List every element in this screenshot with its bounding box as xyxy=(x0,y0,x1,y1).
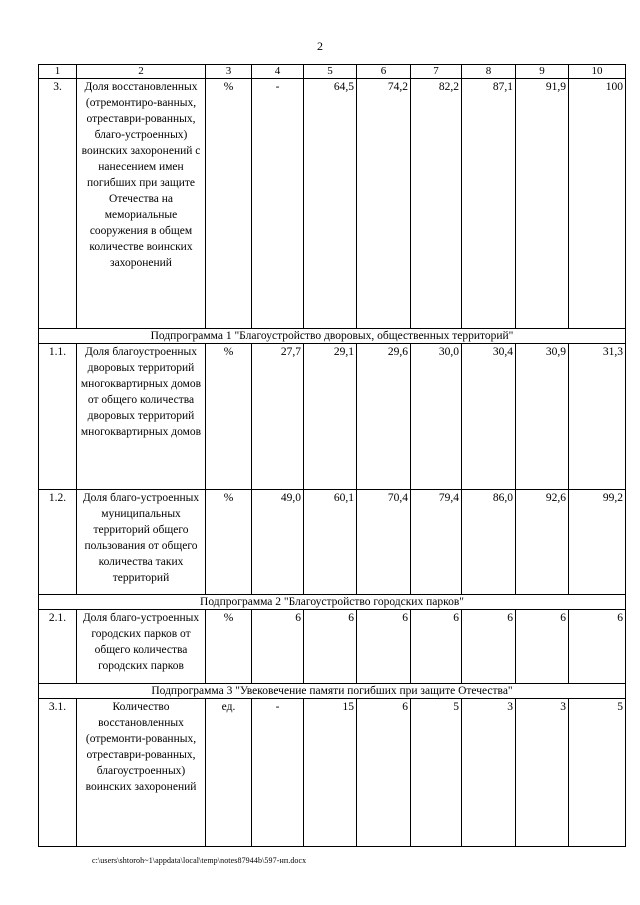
value-cell: 3 xyxy=(462,699,516,847)
file-path-footer: c:\users\shtoroh~1\appdata\local\temp\notes87944b\597-нп.docx xyxy=(92,856,307,865)
value-cell: 6 xyxy=(252,610,304,684)
value-cell: 91,9 xyxy=(516,79,569,329)
value-cell: 74,2 xyxy=(357,79,411,329)
table-row xyxy=(39,490,626,595)
header-cell: 5 xyxy=(304,65,357,79)
row-number: 2.1. xyxy=(39,610,77,684)
table-row xyxy=(39,79,626,329)
subprogram-title: Подпрограмма 1 "Благоустройство дворовых, общественных территорий" xyxy=(39,329,626,344)
header-cell: 4 xyxy=(252,65,304,79)
value-cell: 60,1 xyxy=(304,490,357,595)
value-cell: 6 xyxy=(462,610,516,684)
indicator-name: Доля благоустроенных дворовых территорий многоквартирных домов от общего количества дворовых территорий многоквартирных домов xyxy=(77,344,206,490)
value-cell: 15 xyxy=(304,699,357,847)
header-cell: 8 xyxy=(462,65,516,79)
value-cell: 100 xyxy=(569,79,626,329)
value-cell: 5 xyxy=(569,699,626,847)
header-cell: 7 xyxy=(411,65,462,79)
value-cell: 27,7 xyxy=(252,344,304,490)
unit-cell: % xyxy=(206,79,252,329)
value-cell: 64,5 xyxy=(304,79,357,329)
value-cell: 99,2 xyxy=(569,490,626,595)
value-cell: - xyxy=(252,699,304,847)
value-cell: 30,4 xyxy=(462,344,516,490)
indicator-name: Доля благо-устроенных муниципальных территорий общего пользования от общего количества таких территорий xyxy=(77,490,206,595)
header-cell: 10 xyxy=(569,65,626,79)
section-row xyxy=(39,329,626,344)
indicator-name: Доля восстановленных (отремонтиро-ванных, отреставри-рованных, благо-устроенных) воинских захоронений с нанесением имен погибших при защите Отечества на мемориальные сооружения в общем количестве воинских захоронений xyxy=(77,79,206,329)
unit-cell: % xyxy=(206,344,252,490)
subprogram-title: Подпрограмма 3 "Увековечение памяти погибших при защите Отечества" xyxy=(39,684,626,699)
value-cell: 5 xyxy=(411,699,462,847)
indicator-name: Количество восстановленных (отремонти-рованных, отреставри-рованных, благоустроенных) воинских захоронений xyxy=(77,699,206,847)
unit-cell: % xyxy=(206,490,252,595)
row-number: 1.1. xyxy=(39,344,77,490)
value-cell: 79,4 xyxy=(411,490,462,595)
value-cell: 30,9 xyxy=(516,344,569,490)
value-cell: 6 xyxy=(357,699,411,847)
header-cell: 2 xyxy=(77,65,206,79)
value-cell: 31,3 xyxy=(569,344,626,490)
row-number: 1.2. xyxy=(39,490,77,595)
header-cell: 9 xyxy=(516,65,569,79)
value-cell: - xyxy=(252,79,304,329)
subprogram-title: Подпрограмма 2 "Благоустройство городских парков" xyxy=(39,595,626,610)
indicators-table xyxy=(38,64,626,847)
header-row xyxy=(39,65,626,79)
value-cell: 6 xyxy=(411,610,462,684)
unit-cell: % xyxy=(206,610,252,684)
table-row xyxy=(39,344,626,490)
value-cell: 6 xyxy=(516,610,569,684)
table-row xyxy=(39,610,626,684)
table-row xyxy=(39,699,626,847)
value-cell: 6 xyxy=(357,610,411,684)
value-cell: 87,1 xyxy=(462,79,516,329)
row-number: 3.1. xyxy=(39,699,77,847)
value-cell: 92,6 xyxy=(516,490,569,595)
value-cell: 3 xyxy=(516,699,569,847)
value-cell: 6 xyxy=(569,610,626,684)
value-cell: 49,0 xyxy=(252,490,304,595)
value-cell: 86,0 xyxy=(462,490,516,595)
value-cell: 82,2 xyxy=(411,79,462,329)
value-cell: 29,1 xyxy=(304,344,357,490)
value-cell: 6 xyxy=(304,610,357,684)
indicator-name: Доля благо-устроенных городских парков от общего количества городских парков xyxy=(77,610,206,684)
row-number: 3. xyxy=(39,79,77,329)
header-cell: 1 xyxy=(39,65,77,79)
section-row xyxy=(39,595,626,610)
header-cell: 6 xyxy=(357,65,411,79)
value-cell: 30,0 xyxy=(411,344,462,490)
unit-cell: ед. xyxy=(206,699,252,847)
header-cell: 3 xyxy=(206,65,252,79)
page-number: 2 xyxy=(317,39,323,53)
value-cell: 29,6 xyxy=(357,344,411,490)
section-row xyxy=(39,684,626,699)
value-cell: 70,4 xyxy=(357,490,411,595)
